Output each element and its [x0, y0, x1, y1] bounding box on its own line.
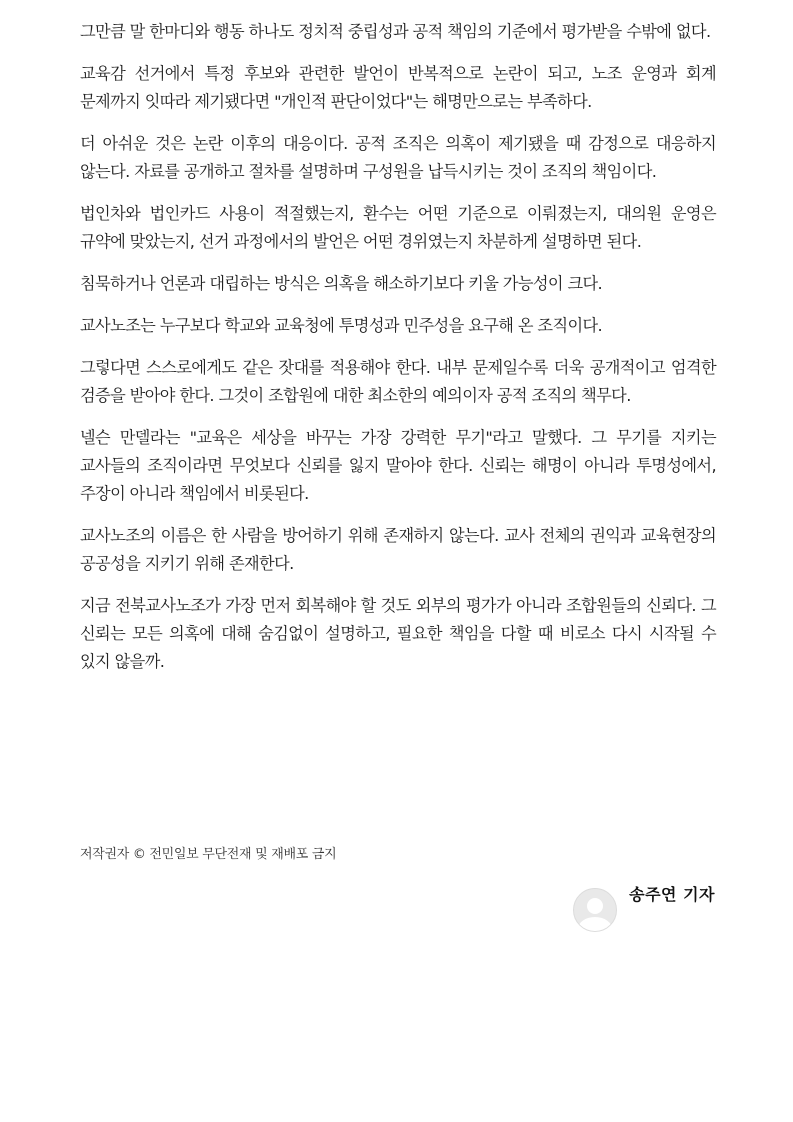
reporter-byline[interactable] [573, 884, 715, 932]
reporter-name[interactable]: 송주연 기자 [629, 884, 715, 904]
article-paragraph: 넬슨 만델라는 "교육은 세상을 바꾸는 가장 강력한 무기"라고 말했다. 그 무기를 지키는 교사들의 조직이라면 무엇보다 신뢰를 잃지 말아야 한다. 신뢰는 해명이 아니라 투명성에서, 주장이 아니라 책임에서 비롯된다. [80, 428, 716, 503]
article-paragraph: 그렇다면 스스로에게도 같은 잣대를 적용해야 한다. 내부 문제일수록 더욱 공개적이고 엄격한 검증을 받아야 한다. 그것이 조합원에 대한 최소한의 예의이자 공적 조직의 책무다. [80, 358, 716, 405]
copyright-notice: 저작권자 © 전민일보 무단전재 및 재배포 금지 [80, 847, 337, 862]
article-paragraph: 교육감 선거에서 특정 후보와 관련한 발언이 반복적으로 논란이 되고, 노조 운영과 회계 문제까지 잇따라 제기됐다면 "개인적 판단이었다"는 해명만으로는 부족하다. [80, 64, 717, 111]
article-body [80, 18, 716, 690]
article-paragraph: 그만큼 말 한마디와 행동 하나도 정치적 중립성과 공적 책임의 기준에서 평가받을 수밖에 없다. [80, 22, 711, 41]
avatar-shoulders [578, 917, 612, 932]
person-placeholder-icon [573, 888, 617, 932]
article-paragraph: 교사노조는 누구보다 학교와 교육청에 투명성과 민주성을 요구해 온 조직이다. [80, 316, 603, 335]
article-paragraph: 더 아쉬운 것은 논란 이후의 대응이다. 공적 조직은 의혹이 제기됐을 때 감정으로 대응하지 않는다. 자료를 공개하고 절차를 설명하며 구성원을 납득시키는 것이 조직의 책임이다. [80, 134, 716, 181]
article-paragraph: 지금 전북교사노조가 가장 먼저 회복해야 할 것도 외부의 평가가 아니라 조합원들의 신뢰다. 그 신뢰는 모든 의혹에 대해 숨김없이 설명하고, 필요한 책임을 다할 때 비로소 다시 시작될 수 있지 않을까. [80, 596, 716, 671]
avatar-head [587, 898, 603, 914]
article-paragraph: 교사노조의 이름은 한 사람을 방어하기 위해 존재하지 않는다. 교사 전체의 권익과 교육현장의 공공성을 지키기 위해 존재한다. [80, 526, 716, 573]
article-paragraph: 법인차와 법인카드 사용이 적절했는지, 환수는 어떤 기준으로 이뤄졌는지, 대의원 운영은 규약에 맞았는지, 선거 과정에서의 발언은 어떤 경위였는지 차분하게 설명하면 된다. [80, 204, 716, 251]
article-paragraph: 침묵하거나 언론과 대립하는 방식은 의혹을 해소하기보다 키울 가능성이 크다. [80, 274, 603, 293]
